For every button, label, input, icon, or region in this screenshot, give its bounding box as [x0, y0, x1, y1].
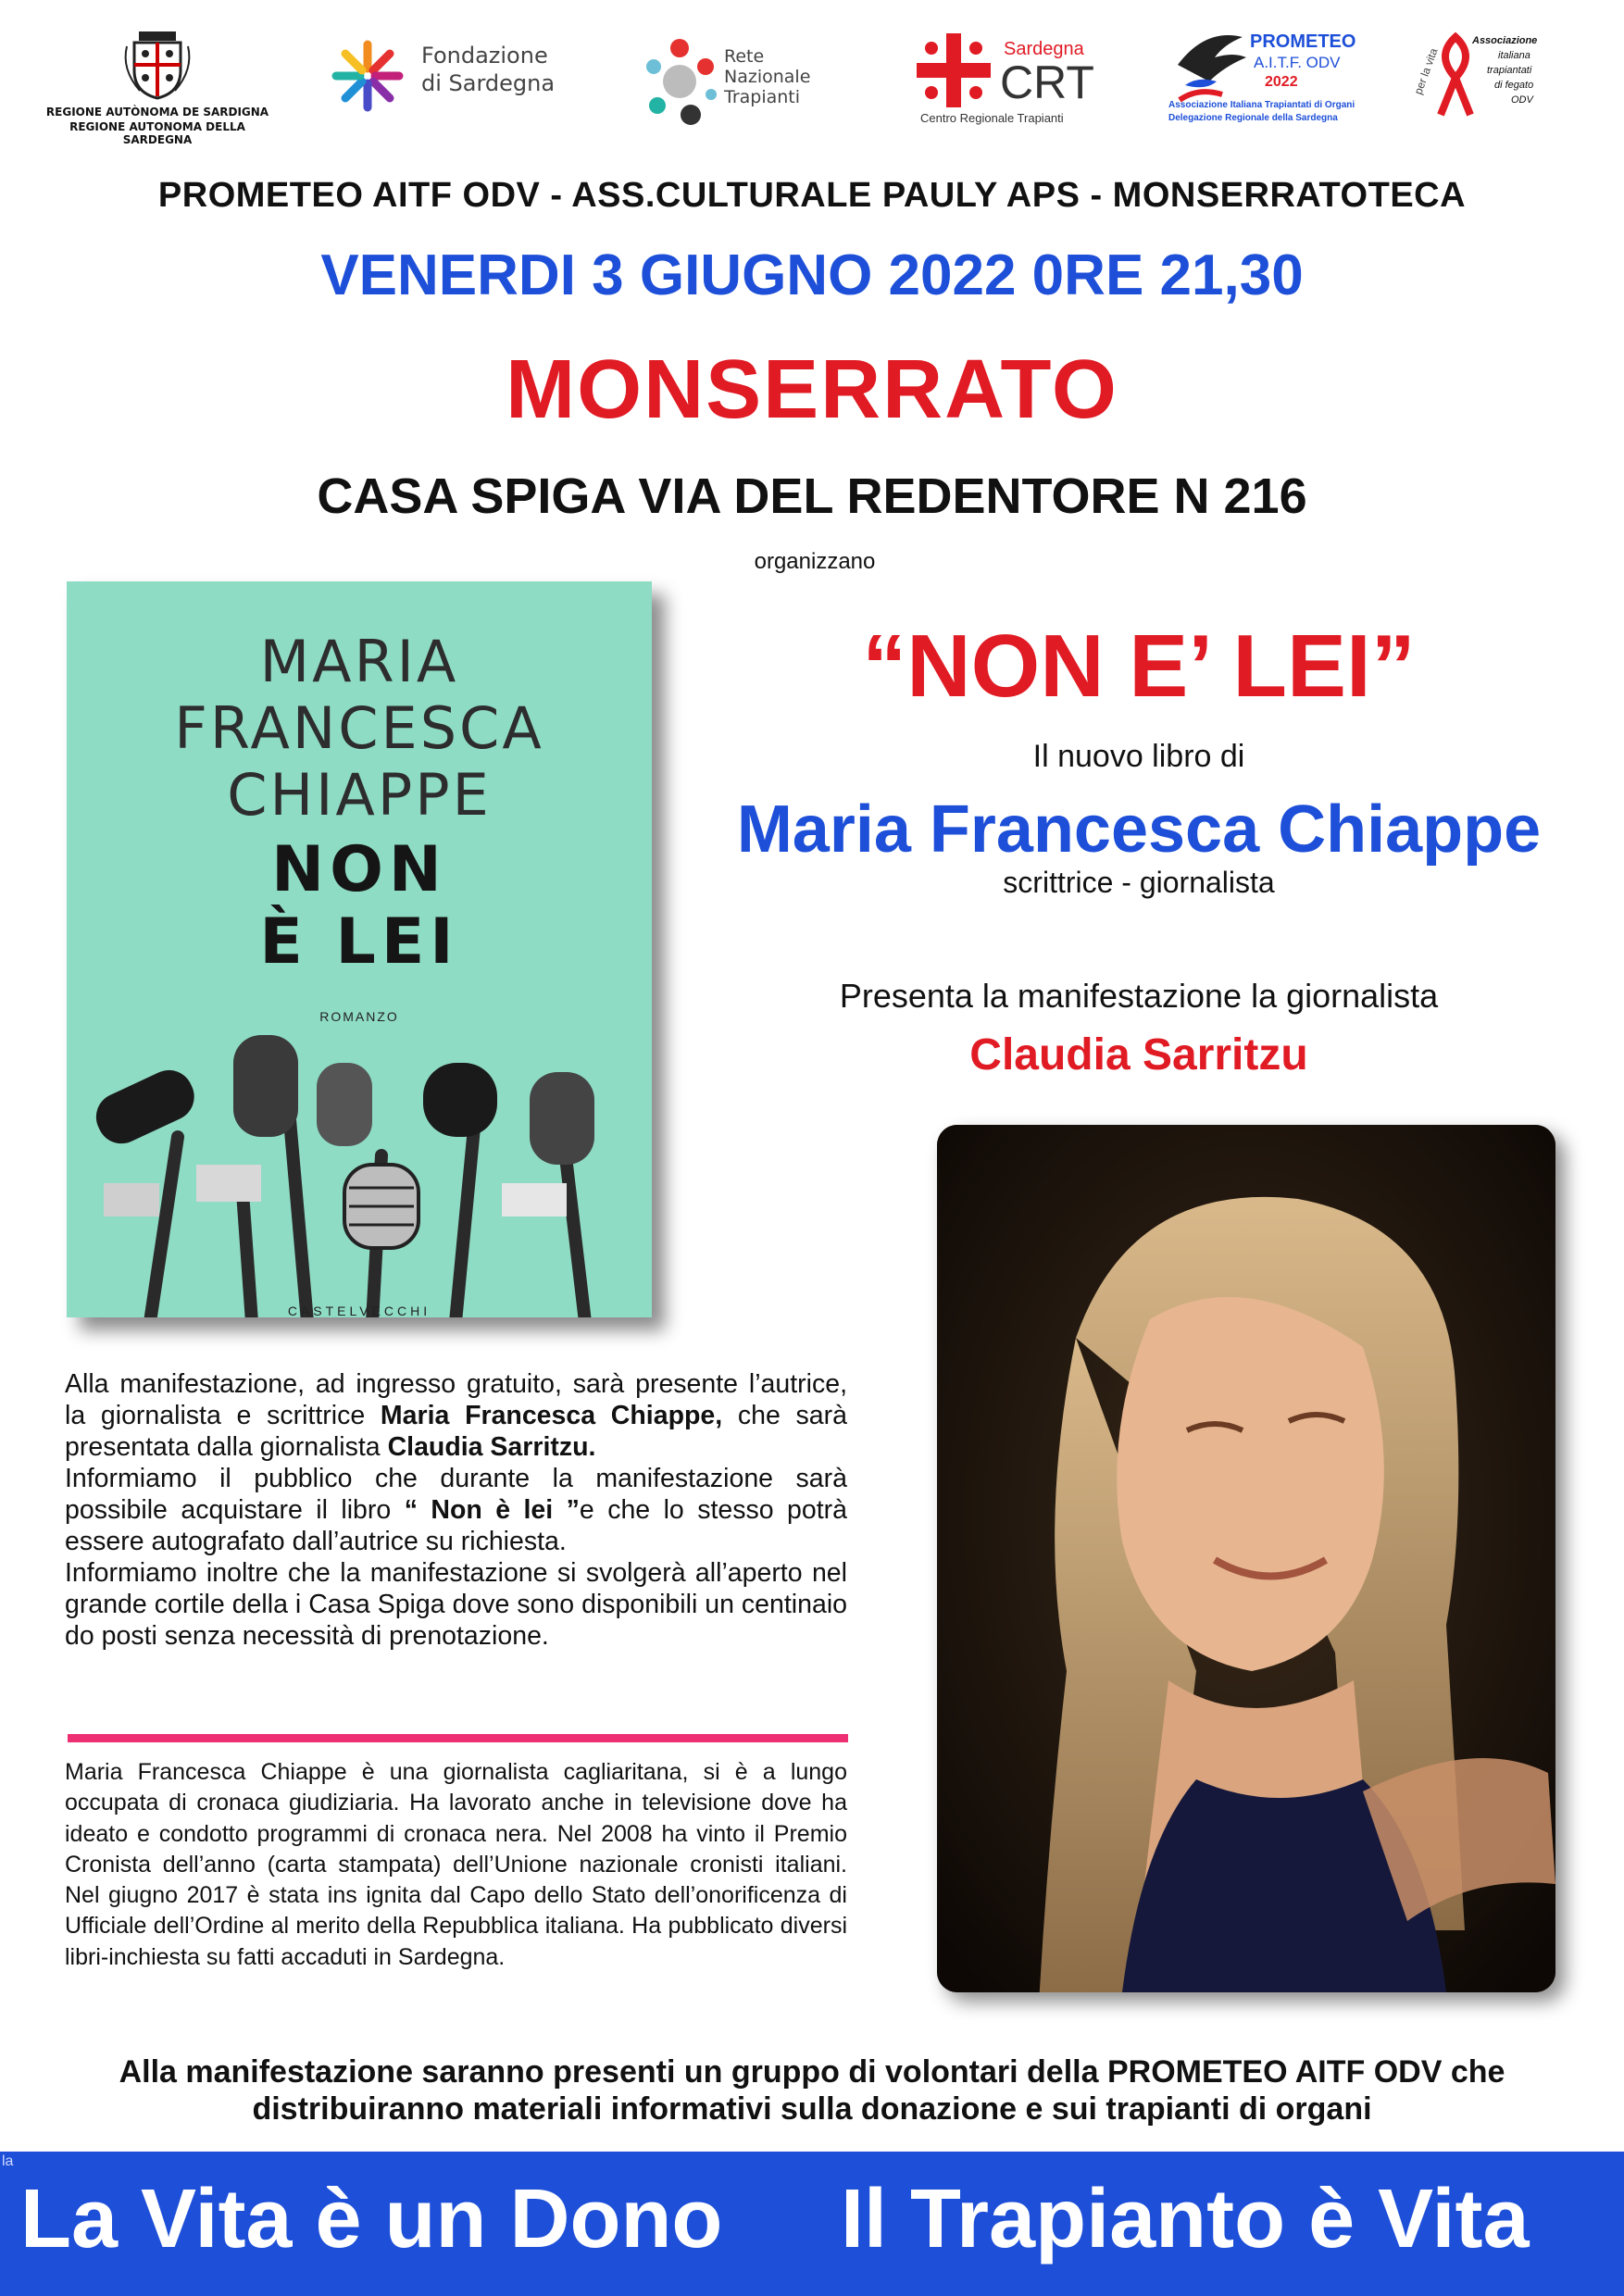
p1-segment-a: Alla manifestazione, ad ingresso gratuito, sarà presente l’autrice, la giornalista e scrittrice: [65, 1369, 847, 1430]
rete-nazionale-trapianti-logo: [639, 19, 824, 139]
region-name-line-1: REGIONE AUTÒNOMA DE SARDIGNA: [45, 106, 269, 119]
portrait-illustration: [937, 1125, 1555, 1992]
aitf-line-3: trapiantati: [1487, 65, 1532, 76]
prometeo-aitf-logo: [1168, 19, 1409, 139]
p1-author-bold: Maria Francesca Chiappe,: [380, 1401, 723, 1430]
volunteers-note-line-1: Alla manifestazione saranno presenti un gruppo di volontari della PROMETEO AITF ODV che: [119, 2054, 1505, 2090]
fondazione-name-line-2: di Sardegna: [421, 70, 556, 96]
regione-sardegna-logo: [37, 19, 278, 146]
prometeo-subtitle: A.I.T.F. ODV: [1254, 54, 1341, 71]
aitf-side-label: per la vita: [1411, 46, 1441, 96]
organizers-line: PROMETEO AITF ODV - ASS.CULTURALE PAULY APS - MONSERRATOTECA: [157, 176, 1467, 215]
rete-name-line-2: Nazionale: [724, 67, 811, 87]
eagle-icon: [1168, 28, 1252, 111]
cover-title-line-1: NON: [271, 833, 447, 906]
slogan-left: La Vita è un Dono: [20, 2173, 723, 2265]
cover-publisher: CASTELVECCHI: [287, 1304, 431, 1317]
event-info-paragraph: [65, 1368, 847, 1652]
cover-title-line-2: È LEI: [259, 905, 459, 979]
book-title: “NON E’ LEI”: [862, 617, 1416, 716]
author-photo: [937, 1125, 1555, 1992]
footer-banner: [0, 2152, 1624, 2296]
aitf-line-5: ODV: [1511, 94, 1533, 106]
volunteers-note: [0, 2053, 1624, 2128]
aitf-line-2: italiana: [1498, 50, 1530, 61]
rete-name-line-3: Trapianti: [724, 87, 801, 107]
author-role: scrittrice - giornalista: [1003, 866, 1275, 899]
event-city: MONSERRATO: [506, 343, 1118, 436]
red-cross-icon: [917, 33, 991, 107]
p1-segment-e: Informiamo il pubblico che durante la manifestazione sarà possibile acquistare il libro: [65, 1464, 847, 1525]
p1-presenter-bold: Claudia Sarritzu.: [387, 1432, 596, 1462]
p1-segment-h: Informiamo inoltre che la manifestazione si svolgerà all’aperto nel grande cortile della i Casa Spiga dove sono disponibili un centinaio do posti senza necessità di prenotazione.: [65, 1558, 847, 1651]
volunteers-note-line-2: distribuiranno materiali informativi sulla donazione e sui trapianti di organi: [252, 2091, 1372, 2127]
footer-stray-text: la: [2, 2153, 14, 2169]
aitf-line-1: Associazione: [1472, 35, 1538, 46]
prometeo-caption-2: Delegazione Regionale della Sardegna: [1168, 113, 1338, 123]
p1-segment-g: e che lo stesso potrà essere autografato dall’autrice su richiesta.: [65, 1495, 847, 1556]
sardegna-crt-logo: [915, 19, 1109, 139]
presenter-name: Claudia Sarritzu: [969, 1030, 1308, 1079]
book-cover: [67, 581, 652, 1317]
coat-of-arms-icon: [116, 19, 199, 102]
cover-genre: ROMANZO: [319, 1009, 399, 1024]
author-name: Maria Francesca Chiappe: [736, 792, 1542, 867]
microphones-illustration: [67, 1026, 652, 1317]
crt-main-label: CRT: [1000, 56, 1094, 108]
crt-top-label: Sardegna: [1004, 39, 1084, 59]
presenter-intro: Presenta la manifestazione la giornalista: [839, 977, 1439, 1015]
cover-author-line-1: MARIA: [259, 628, 459, 695]
event-venue: CASA SPIGA VIA DEL REDENTORE N 216: [317, 468, 1307, 524]
fondazione-name-line-1: Fondazione: [421, 43, 548, 69]
aitf-line-4: di fegato: [1494, 80, 1534, 91]
aitf-per-la-vita-logo: [1411, 19, 1557, 139]
author-bio-paragraph: Maria Francesca Chiappe è una giornalista cagliaritana, si è a lungo occupata di cronaca giudiziaria. Ha lavorato anche in televisione dove ha ideato e condotto programmi di cronaca nera. Nel 2008 ha vinto il Premio Cronista dell’anno (carta stampata) dell’Unione nazionale cronisti italiani. Nel giugno 2017 è stata ins ignita dal Capo dello Stato dell’onorificenza di Ufficiale dell’Ordine al merito della Repubblica italiana. Ha pubblicato diversi libri-inchiesta su fatti accaduti in Sardegna.: [65, 1759, 847, 1970]
cover-author-line-3: CHIAPPE: [227, 761, 492, 829]
prometeo-caption-1: Associazione Italiana Trapiantati di Organi: [1168, 100, 1355, 110]
crt-caption: Centro Regionale Trapianti: [920, 111, 1064, 125]
slogan-right: Il Trapianto è Vita: [841, 2173, 1530, 2265]
region-name-line-2: REGIONE AUTONOMA DELLA SARDEGNA: [69, 120, 245, 146]
fondazione-sardegna-logo: [329, 19, 569, 139]
event-date: VENERDI 3 GIUGNO 2022 0RE 21,30: [320, 243, 1304, 307]
prometeo-title: PROMETEO: [1250, 31, 1356, 52]
pink-divider: [68, 1734, 848, 1742]
cover-author-line-2: FRANCESCA: [174, 694, 544, 762]
organize-word: organizzano: [754, 549, 876, 574]
molecule-icon: [639, 35, 722, 128]
book-subtitle: Il nuovo libro di: [1032, 739, 1245, 774]
rete-name-line-1: Rete: [724, 46, 765, 67]
star-burst-icon: [329, 37, 406, 115]
p1-book-bold: “ Non è lei ”: [404, 1495, 580, 1525]
prometeo-year: 2022: [1265, 74, 1298, 90]
p1-segment-c: che sarà presentata dalla giornalista: [65, 1401, 847, 1462]
